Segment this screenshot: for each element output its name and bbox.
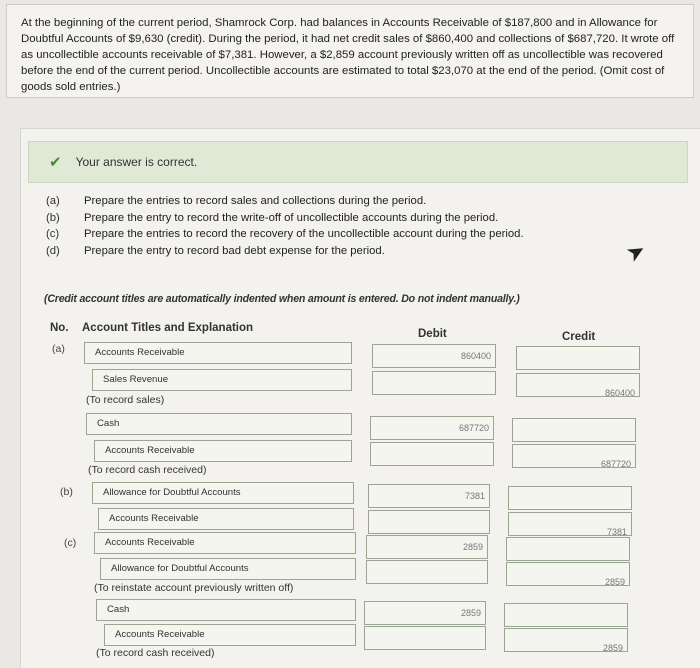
debit-amount-input[interactable] (372, 371, 496, 395)
part-c (46, 226, 524, 243)
debit-amount-input[interactable] (366, 560, 488, 584)
entry-memo: (To record cash received) (96, 647, 215, 659)
debit-amount-input[interactable]: 687720 (370, 416, 494, 440)
account-title-input[interactable]: Allowance for Doubtful Accounts (100, 558, 356, 580)
entry-memo: (To record sales) (86, 394, 165, 406)
checkmark-icon: ✔ (49, 154, 62, 171)
credit-amount-input[interactable]: 7381 (508, 512, 632, 536)
entry-label-b: (b) (60, 486, 73, 498)
debit-amount-input[interactable]: 2859 (366, 535, 488, 559)
credit-amount-input[interactable] (512, 418, 636, 442)
part-text: Prepare the entry to record the write-off of uncollectible accounts during the period. (84, 211, 499, 224)
part-b (46, 210, 524, 227)
mouse-cursor-icon: ➤ (621, 236, 651, 268)
credit-amount-input[interactable] (516, 346, 640, 370)
credit-amount-input[interactable]: 687720 (512, 444, 636, 468)
debit-amount-input[interactable]: 7381 (368, 484, 490, 508)
part-letter: (b) (46, 211, 60, 224)
credit-amount-input[interactable]: 2859 (506, 562, 630, 586)
entry-label-a: (a) (52, 343, 65, 355)
column-header-debit: Debit (418, 328, 447, 340)
credit-amount-input[interactable]: 860400 (516, 373, 640, 397)
account-title-input[interactable]: Sales Revenue (92, 369, 352, 391)
problem-statement (6, 4, 694, 98)
problem-text: At the beginning of the current period, Shamrock Corp. had balances in Accounts Receivable of $187,800 and in Allowance for Doubtful Accounts of $9,630 (credit). During the period, it had net credit sales of $860,400 and collections of $687,720. It wrote off as uncollectible accounts receivable of $7,381. However, a $2,859 account previously written off as uncollectible was recovered before the end of the current period. Uncollectible accounts are estimated to total $23,070 at the end of the period. (Omit cost of goods sold entries.) (21, 17, 675, 93)
debit-amount-input[interactable]: 2859 (364, 601, 486, 625)
question-parts (46, 193, 524, 259)
credit-amount-input[interactable] (508, 486, 632, 510)
part-text: Prepare the entries to record the recovery of the uncollectible account during the period. (84, 228, 524, 240)
feedback-message: Your answer is correct. (75, 155, 198, 169)
part-a (46, 193, 524, 210)
part-text: Prepare the entry to record bad debt expense for the period. (84, 244, 385, 257)
part-letter: (c) (46, 228, 60, 240)
account-title-input[interactable]: Accounts Receivable (98, 508, 354, 530)
account-title-input[interactable]: Accounts Receivable (84, 342, 352, 364)
column-header-credit: Credit (562, 331, 596, 343)
account-title-input[interactable]: Allowance for Doubtful Accounts (92, 482, 354, 504)
account-title-input[interactable]: Accounts Receivable (104, 624, 356, 646)
account-title-input[interactable]: Accounts Receivable (94, 532, 356, 554)
credit-amount-input[interactable] (506, 537, 630, 561)
credit-amount-input[interactable] (504, 603, 628, 627)
account-title-input[interactable]: Cash (86, 413, 352, 435)
entry-label-c: (c) (64, 537, 77, 549)
debit-amount-input[interactable] (370, 442, 494, 466)
debit-amount-input[interactable]: 860400 (372, 344, 496, 368)
part-d (46, 243, 524, 260)
debit-amount-input[interactable] (368, 510, 490, 534)
part-letter: (d) (46, 244, 60, 257)
correct-answer-banner (28, 141, 688, 183)
indent-instruction: (Credit account titles are automatically indented when amount is entered. Do not indent manually.) (44, 293, 520, 305)
credit-amount-input[interactable]: 2859 (504, 628, 628, 652)
debit-amount-input[interactable] (364, 626, 486, 650)
entry-memo: (To record cash received) (88, 464, 207, 476)
part-letter: (a) (46, 195, 60, 207)
column-header-no: No. (50, 322, 69, 334)
account-title-input[interactable]: Cash (96, 599, 356, 621)
account-title-input[interactable]: Accounts Receivable (94, 440, 352, 462)
column-header-account: Account Titles and Explanation (82, 322, 254, 334)
entry-memo: (To reinstate account previously written off) (94, 582, 294, 594)
part-text: Prepare the entries to record sales and collections during the period. (84, 195, 427, 207)
